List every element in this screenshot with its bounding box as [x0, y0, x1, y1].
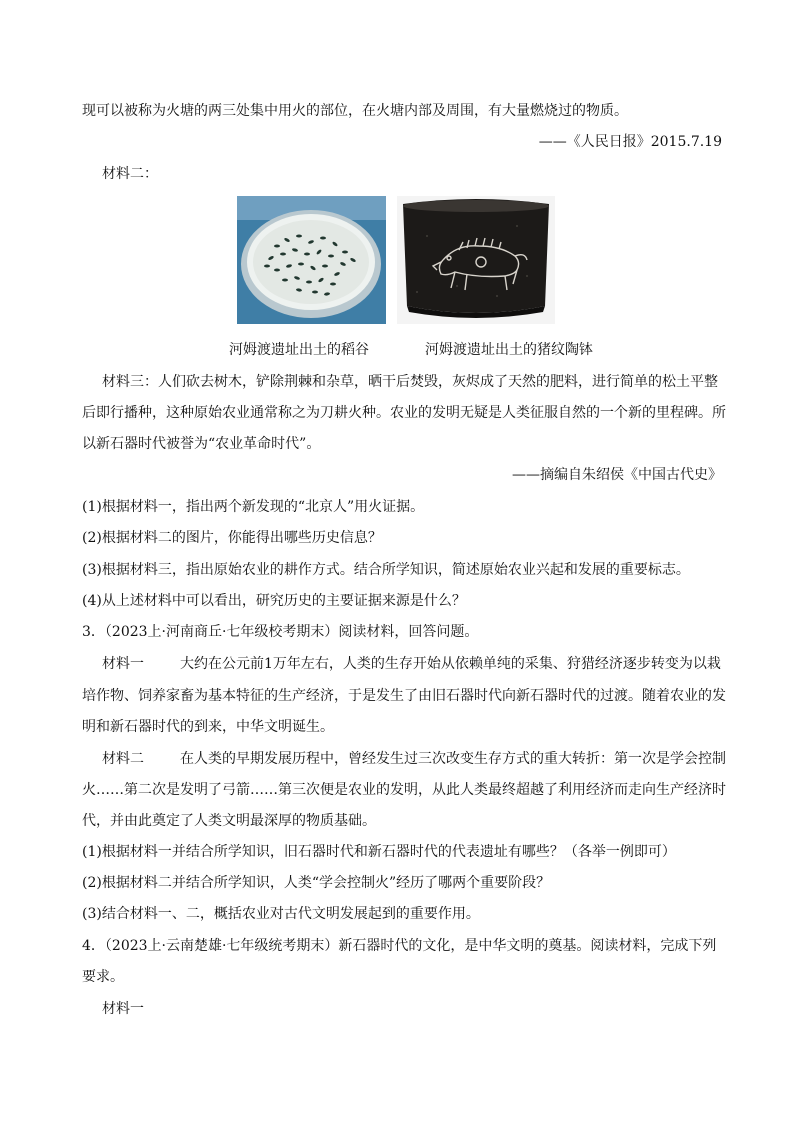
problem-4-header-line-1: 4．（2023上·云南楚雄·七年级统考期末）新石器时代的文化，是中华文明的奠基。阅读材料，完成下列 [82, 938, 717, 954]
problem-3-material-2-line-3: 代，并由此奠定了人类文明最深厚的物质基础。 [82, 813, 376, 829]
line-1: 现可以被称为火塘的两三处集中用火的部位，在火塘内部及周围，有大量燃烧过的物质。 [82, 103, 628, 119]
question-3-3: (3)结合材料一、二，概括农业对古代文明发展起到的重要作用。 [82, 906, 480, 922]
material-2-label: 材料二： [102, 166, 158, 182]
material-1-label: 材料一 [102, 656, 144, 672]
material-2-label: 材料二 [102, 751, 144, 767]
material-2-text: 在人类的早期发展历程中，曾经发生过三次改变生存方式的重大转折：第一次是学会控制 [180, 751, 726, 767]
question-2-1: (1)根据材料一，指出两个新发现的“北京人”用火证据。 [82, 499, 425, 515]
problem-3-header: 3．（2023上·河南商丘·七年级校考期末）阅读材料，回答问题。 [82, 624, 479, 640]
problem-3-material-1-line-1 [102, 654, 742, 674]
material-1-text: 大约在公元前1万年左右，人类的生存开始从依赖单纯的采集、狩猎经济逐步转变为以栽 [180, 656, 721, 672]
pig-pot-image [397, 196, 555, 324]
question-2-2: (2)根据材料二的图片，你能得出哪些历史信息？ [82, 530, 382, 546]
problem-3-material-1-line-2: 培作物、饲养家畜为基本特征的生产经济，于是发生了由旧石器时代向新石器时代的过渡。随着农业的发 [82, 688, 726, 704]
caption-rice: 河姆渡遗址出土的稻谷 [229, 342, 369, 358]
problem-3-material-1-line-3: 明和新石器时代的到来，中华文明诞生。 [82, 719, 334, 735]
question-2-3: (3)根据材料三，指出原始农业的耕作方式。结合所学知识，简述原始农业兴起和发展的重要标志。 [82, 562, 690, 578]
caption-pig-pot: 河姆渡遗址出土的猪纹陶钵 [425, 342, 593, 358]
source-people-daily: ——《人民日报》2015.7.19 [538, 134, 722, 150]
question-2-4: (4)从上述材料中可以看出，研究历史的主要证据来源是什么？ [82, 593, 466, 609]
problem-4-header-line-2: 要求。 [82, 969, 124, 985]
material-3-line-3: 以新石器时代被誉为“农业革命时代”。 [82, 436, 321, 452]
source-zhu-shaohou: ——摘编自朱绍侯《中国古代史》 [512, 467, 722, 483]
question-3-1: (1)根据材料一并结合所学知识，旧石器时代和新石器时代的代表遗址有哪些？（各举一例即可） [82, 844, 676, 860]
rice-image [237, 196, 386, 324]
problem-3-material-2-line-1 [102, 749, 742, 769]
material-3-line-1: 材料三：人们砍去树木，铲除荆棘和杂草，晒干后焚毁，灰烬成了天然的肥料，进行简单的松土平整 [102, 374, 718, 390]
material-3-line-2: 后即行播种，这种原始农业通常称之为刀耕火种。农业的发明无疑是人类征服自然的一个新的里程碑。所 [82, 405, 726, 421]
problem-3-material-2-line-2: 火……第二次是发明了弓箭……第三次便是农业的发明，从此人类最终超越了利用经济而走向生产经济时 [82, 782, 726, 798]
question-3-2: (2)根据材料二并结合所学知识，人类“学会控制火”经历了哪两个重要阶段？ [82, 875, 551, 891]
problem-4-material-1-label: 材料一 [102, 1001, 144, 1017]
